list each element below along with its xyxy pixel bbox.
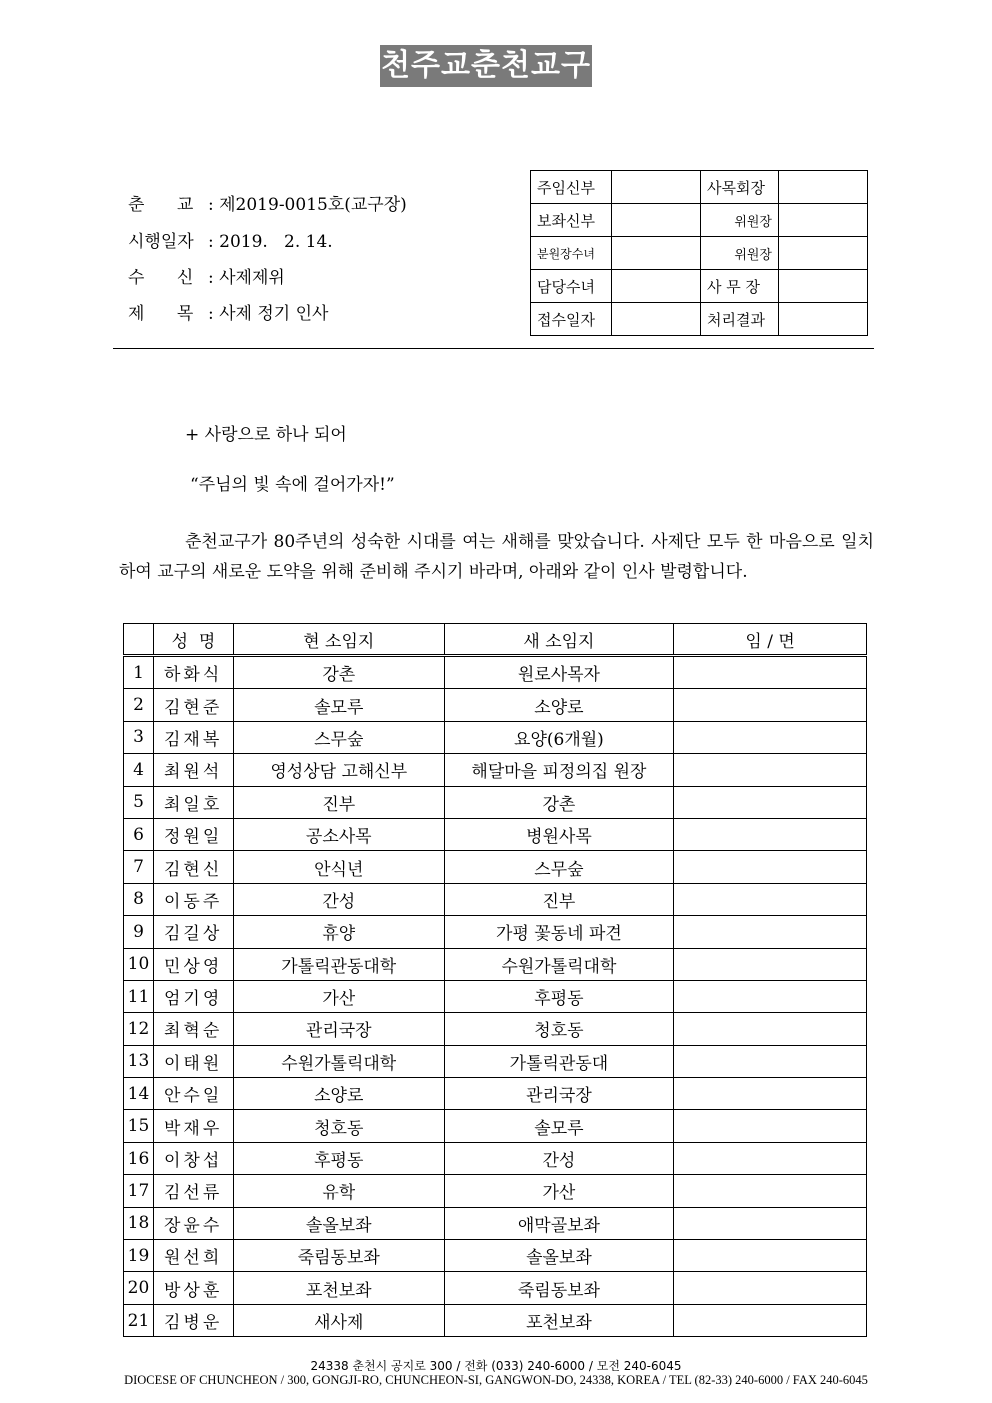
new-post: 강촌	[444, 786, 674, 818]
approval-box	[612, 204, 701, 237]
row-number: 19	[124, 1240, 154, 1272]
meta-label: 춘 교	[128, 195, 194, 215]
priest-name: 김재복	[153, 721, 233, 753]
current-post: 휴양	[233, 916, 444, 948]
current-post: 청호동	[233, 1110, 444, 1142]
new-post: 죽림동보좌	[444, 1272, 674, 1304]
row-number: 16	[124, 1142, 154, 1174]
header-status: 임 / 면	[674, 624, 867, 656]
row-number: 6	[124, 818, 154, 850]
approval-label: 위원장	[701, 204, 779, 237]
approval-label: 사 무 장	[701, 270, 779, 303]
new-post: 소양로	[444, 689, 674, 721]
table-row	[124, 754, 867, 786]
table-row	[124, 1142, 867, 1174]
row-number: 8	[124, 883, 154, 915]
current-post: 영성상담 고해신부	[233, 754, 444, 786]
row-number: 21	[124, 1304, 154, 1336]
new-post: 해달마을 피정의집 원장	[444, 754, 674, 786]
meta-doc-number	[128, 190, 407, 215]
appointment-table	[123, 623, 867, 1337]
announcement-body: 춘천교구가 80주년의 성숙한 시대를 여는 새해를 맞았습니다. 사제단 모두 한 마음으로 일치하여 교구의 새로운 도약을 위해 준비해 주시기 바라며, 아래와 같이 인사 발령합니다.	[119, 532, 874, 582]
current-post: 가톨릭관동대학	[233, 948, 444, 980]
current-post: 스무숲	[233, 721, 444, 753]
table-row	[124, 1304, 867, 1336]
row-number: 13	[124, 1045, 154, 1077]
new-post: 애막골보좌	[444, 1207, 674, 1239]
new-post: 원로사목자	[444, 656, 674, 689]
approval-box	[779, 237, 868, 270]
status	[674, 980, 867, 1012]
priest-name: 원선희	[153, 1240, 233, 1272]
meta-label: 제 목	[128, 304, 194, 324]
meta-value: : 사제 정기 인사	[208, 304, 329, 324]
status	[674, 948, 867, 980]
priest-name: 장윤수	[153, 1207, 233, 1239]
status	[674, 1240, 867, 1272]
approval-row	[531, 204, 868, 237]
new-post: 청호동	[444, 1013, 674, 1045]
new-post: 포천보좌	[444, 1304, 674, 1336]
header-new-post: 새 소임지	[444, 624, 674, 656]
approval-row	[531, 237, 868, 270]
table-row	[124, 1078, 867, 1110]
table-row	[124, 1272, 867, 1304]
approval-table	[530, 170, 868, 336]
priest-name: 이동주	[153, 883, 233, 915]
status	[674, 721, 867, 753]
approval-box	[612, 171, 701, 204]
status	[674, 1207, 867, 1239]
new-post: 솔모루	[444, 1110, 674, 1142]
status	[674, 851, 867, 883]
row-number: 18	[124, 1207, 154, 1239]
current-post: 솔올보좌	[233, 1207, 444, 1239]
current-post: 후평동	[233, 1142, 444, 1174]
table-row	[124, 721, 867, 753]
new-post: 요양(6개월)	[444, 721, 674, 753]
status	[674, 1013, 867, 1045]
approval-box	[779, 204, 868, 237]
current-post: 소양로	[233, 1078, 444, 1110]
row-number: 12	[124, 1013, 154, 1045]
approval-label: 접수일자	[531, 303, 612, 336]
row-number: 1	[124, 656, 154, 689]
status	[674, 1272, 867, 1304]
current-post: 죽림동보좌	[233, 1240, 444, 1272]
status	[674, 1175, 867, 1207]
priest-name: 정원일	[153, 818, 233, 850]
status	[674, 1078, 867, 1110]
status	[674, 1045, 867, 1077]
table-row	[124, 1207, 867, 1239]
status	[674, 689, 867, 721]
approval-row	[531, 270, 868, 303]
header-name: 성 명	[153, 624, 233, 656]
priest-name: 박재우	[153, 1110, 233, 1142]
row-number: 7	[124, 851, 154, 883]
priest-name: 최혁순	[153, 1013, 233, 1045]
current-post: 솔모루	[233, 689, 444, 721]
table-row	[124, 1240, 867, 1272]
row-number: 2	[124, 689, 154, 721]
table-row	[124, 980, 867, 1012]
footer-address-korean: 24338 춘천시 공지로 300 / 전화 (033) 240-6000 / 모전 240-6045	[310, 1359, 682, 1373]
current-post: 포천보좌	[233, 1272, 444, 1304]
header-number	[124, 624, 154, 656]
table-row	[124, 916, 867, 948]
table-row	[124, 656, 867, 689]
row-number: 5	[124, 786, 154, 818]
approval-label: 담당수녀	[531, 270, 612, 303]
table-row	[124, 786, 867, 818]
table-row	[124, 818, 867, 850]
table-row	[124, 883, 867, 915]
header-divider	[113, 348, 874, 349]
new-post: 가평 꽃동네 파견	[444, 916, 674, 948]
approval-label: 위원장	[701, 237, 779, 270]
priest-name: 방상훈	[153, 1272, 233, 1304]
row-number: 20	[124, 1272, 154, 1304]
new-post: 관리국장	[444, 1078, 674, 1110]
row-number: 14	[124, 1078, 154, 1110]
priest-name: 김선류	[153, 1175, 233, 1207]
meta-value: : 제2019-0015호(교구장)	[208, 195, 407, 215]
table-row	[124, 1013, 867, 1045]
priest-name: 김현신	[153, 851, 233, 883]
new-post: 후평동	[444, 980, 674, 1012]
approval-label: 주임신부	[531, 171, 612, 204]
table-row	[124, 1175, 867, 1207]
diocese-logo: 천주교춘천교구	[380, 45, 592, 87]
table-row	[124, 1045, 867, 1077]
status	[674, 818, 867, 850]
priest-name: 엄기영	[153, 980, 233, 1012]
priest-name: 김현준	[153, 689, 233, 721]
approval-box	[612, 237, 701, 270]
new-post: 스무숲	[444, 851, 674, 883]
row-number: 4	[124, 754, 154, 786]
approval-label: 분원장수녀	[531, 237, 612, 270]
meta-label: 시행일자	[128, 232, 194, 252]
approval-box	[779, 171, 868, 204]
priest-name: 김길상	[153, 916, 233, 948]
status	[674, 1142, 867, 1174]
priest-name: 하화식	[153, 656, 233, 689]
approval-label: 보좌신부	[531, 204, 612, 237]
meta-value: : 사제제위	[208, 268, 285, 288]
table-row	[124, 948, 867, 980]
approval-label: 처리결과	[701, 303, 779, 336]
current-post: 공소사목	[233, 818, 444, 850]
status	[674, 916, 867, 948]
new-post: 수원가톨릭대학	[444, 948, 674, 980]
new-post: 솔올보좌	[444, 1240, 674, 1272]
row-number: 9	[124, 916, 154, 948]
row-number: 15	[124, 1110, 154, 1142]
current-post: 관리국장	[233, 1013, 444, 1045]
approval-box	[612, 303, 701, 336]
current-post: 진부	[233, 786, 444, 818]
status	[674, 1110, 867, 1142]
meta-recipient	[128, 263, 285, 288]
current-post: 간성	[233, 883, 444, 915]
status	[674, 883, 867, 915]
approval-label: 사목회장	[701, 171, 779, 204]
row-number: 10	[124, 948, 154, 980]
meta-subject	[128, 299, 328, 324]
greeting-line-1: + 사랑으로 하나 되어	[185, 425, 347, 445]
current-post: 강촌	[233, 656, 444, 689]
approval-row	[531, 171, 868, 204]
new-post: 간성	[444, 1142, 674, 1174]
new-post: 진부	[444, 883, 674, 915]
greeting-line-2: “주님의 빛 속에 걸어가자!”	[190, 475, 395, 495]
current-post: 안식년	[233, 851, 444, 883]
priest-name: 민상영	[153, 948, 233, 980]
table-row	[124, 1110, 867, 1142]
status	[674, 1304, 867, 1336]
current-post: 유학	[233, 1175, 444, 1207]
approval-box	[779, 270, 868, 303]
current-post: 새사제	[233, 1304, 444, 1336]
priest-name: 최일호	[153, 786, 233, 818]
footer-address-english: DIOCESE OF CHUNCHEON / 300, GONGJI-RO, CHUNCHEON-SI, GANGWON-DO, 24338, KOREA / TEL (82-33) 240-6000 / FAX 240-6045	[124, 1373, 868, 1387]
priest-name: 이창섭	[153, 1142, 233, 1174]
row-number: 17	[124, 1175, 154, 1207]
approval-row	[531, 303, 868, 336]
priest-name: 안수일	[153, 1078, 233, 1110]
status	[674, 786, 867, 818]
new-post: 병원사목	[444, 818, 674, 850]
status	[674, 656, 867, 689]
status	[674, 754, 867, 786]
current-post: 수원가톨릭대학	[233, 1045, 444, 1077]
new-post: 가톨릭관동대	[444, 1045, 674, 1077]
row-number: 3	[124, 721, 154, 753]
meta-value: : 2019. 2. 14.	[208, 232, 333, 252]
priest-name: 최원석	[153, 754, 233, 786]
approval-box	[612, 270, 701, 303]
new-post: 가산	[444, 1175, 674, 1207]
table-row	[124, 689, 867, 721]
priest-name: 김병운	[153, 1304, 233, 1336]
table-header-row	[124, 624, 867, 656]
row-number: 11	[124, 980, 154, 1012]
priest-name: 이태원	[153, 1045, 233, 1077]
header-current-post: 현 소임지	[233, 624, 444, 656]
meta-date	[128, 227, 333, 252]
table-row	[124, 851, 867, 883]
approval-box	[779, 303, 868, 336]
current-post: 가산	[233, 980, 444, 1012]
meta-label: 수 신	[128, 268, 194, 288]
